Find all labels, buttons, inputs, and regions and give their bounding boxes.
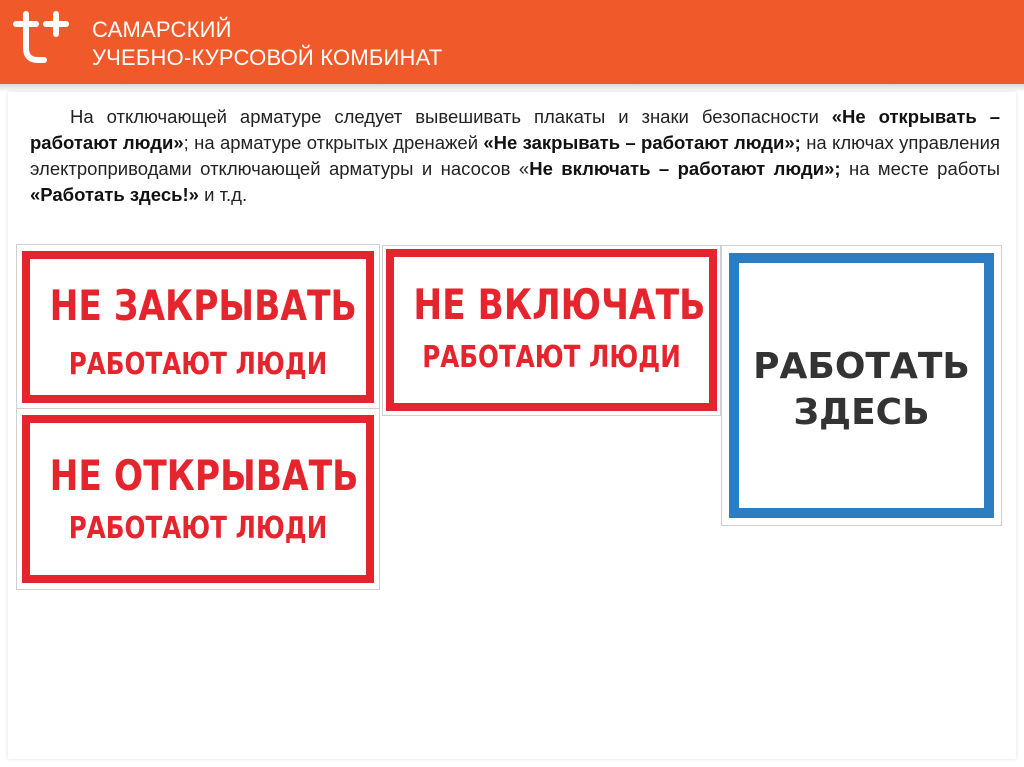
body-paragraph (30, 104, 1000, 208)
sign-subtitle: ЗДЕСЬ (793, 392, 930, 433)
header-bar (0, 0, 1024, 84)
header-shadow (0, 84, 1024, 92)
sign-title: НЕ ВКЛЮЧАТЬ (413, 280, 706, 329)
text-run: на месте работы (840, 158, 1000, 179)
bold-text-run: «Работать здесь!» (30, 184, 199, 205)
org-name-line2: УЧЕБНО-КУРСОВОЙ КОМБИНАТ (92, 45, 443, 70)
bold-text-run: «Не закрывать – работают люди»; (483, 132, 801, 153)
bold-text-run: Не включать – работают люди»; (529, 158, 841, 179)
org-name-line1: САМАРСКИЙ (92, 17, 232, 42)
sign-subtitle: РАБОТАЮТ ЛЮДИ (422, 340, 681, 375)
sign-ne-otkryvat (16, 408, 380, 590)
text-run: На отключающей арматуре следует вывешивать плакаты и знаки безопасности (70, 106, 832, 127)
bold-text-run: «Не открывать – работают люди» (30, 106, 1000, 153)
logo-tt-icon (12, 10, 80, 70)
organization-name (92, 16, 442, 72)
sign-ne-zakryvat (16, 244, 380, 410)
sign-subtitle: РАБОТАЮТ ЛЮДИ (68, 511, 328, 546)
sign-title: РАБОТАТЬ (753, 346, 970, 387)
sign-subtitle: РАБОТАЮТ ЛЮДИ (68, 347, 328, 382)
text-run: на ключах управления электроприводами отключающей арматуры и насосов « (30, 132, 1000, 179)
sign-rabotat-zdes (721, 245, 1002, 526)
text-run: и т.д. (198, 184, 248, 205)
text-run: ; на арматуре открытых дренажей (183, 132, 484, 153)
sign-ne-vkluchat (382, 245, 721, 416)
sign-title: НЕ ЗАКРЫВАТЬ (49, 281, 357, 330)
sign-title: НЕ ОТКРЫВАТЬ (49, 451, 359, 500)
